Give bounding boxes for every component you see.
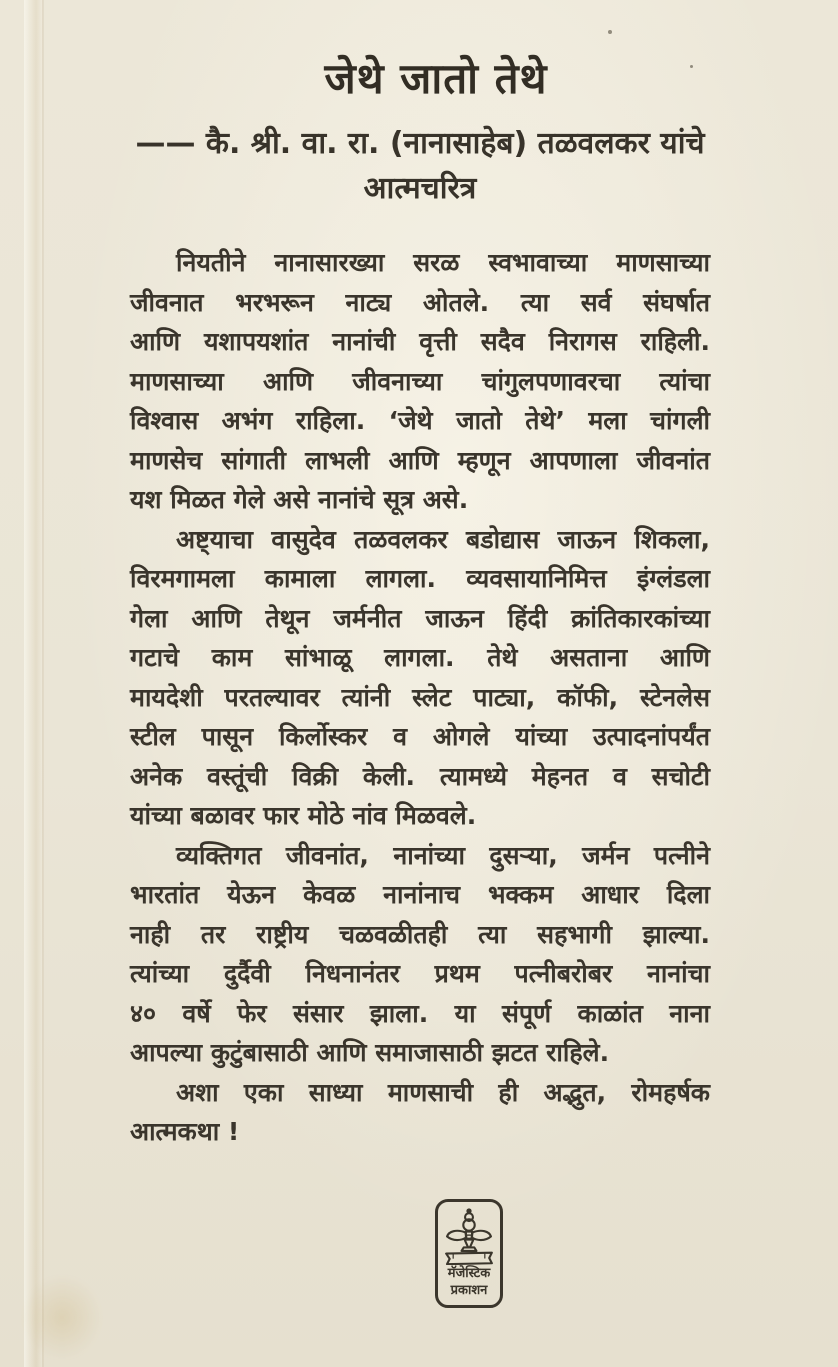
text-line: आत्मकथा ! xyxy=(130,1117,240,1146)
paragraph xyxy=(130,1073,710,1152)
text-line: भारतांत येऊन केवळ नानांनाच भक्कम आधार दिला xyxy=(130,880,710,909)
publisher-logo-majestic-prakashan xyxy=(435,1199,503,1308)
oil-lamp-icon xyxy=(442,1207,496,1265)
paper-speck xyxy=(608,30,612,34)
paragraph xyxy=(130,520,710,836)
text-line: विरमगामला कामाला लागला. व्यवसायानिमित्त इंग्लंडला xyxy=(130,564,710,593)
text-line: आणि यशापयशांत नानांची वृत्ती सदैव निरागस राहिली. xyxy=(130,327,710,356)
text-line: गेला आणि तेथून जर्मनीत जाऊन हिंदी क्रांतिकारकांच्या xyxy=(130,603,710,633)
paragraph xyxy=(130,243,710,520)
publisher-name-line2: प्रकाशन xyxy=(450,1282,488,1298)
text-line: अशा एका साध्या माणसाची ही अद्भुत, रोमहर्षक xyxy=(176,1077,710,1107)
text-line: स्टील पासून किर्लोस्कर व ओगले यांच्या उत्पादनांपर्यंत xyxy=(130,722,710,751)
text-line: यश मिळत गेले असे नानांचे सूत्र असे. xyxy=(130,485,469,514)
text-line: माणसाच्या आणि जीवनाच्या चांगुलपणावरचा त्यांचा xyxy=(130,366,710,396)
paper-stain xyxy=(22,1275,102,1360)
text-line: जीवनात भरभरून नाट्य ओतले. त्या सर्व संघर्षात xyxy=(130,287,710,317)
subtitle-autobiography: आत्मचरित्र xyxy=(363,171,477,206)
text-line: नाही तर राष्ट्रीय चळवळीतही त्या सहभागी झाल्या. xyxy=(130,919,710,949)
text-line: गटाचे काम सांभाळू लागला. तेथे असताना आणि xyxy=(130,643,710,672)
text-line: ४० वर्षे फेर संसार झाला. या संपूर्ण काळांत नाना xyxy=(130,998,710,1028)
paragraph xyxy=(130,836,710,1073)
text-line: अष्ट्याचा वासुदेव तळवलकर बडोद्यास जाऊन शिकला, xyxy=(176,524,710,554)
text-line: यांच्या बळावर फार मोठे नांव मिळवले. xyxy=(130,801,477,830)
text-line: अनेक वस्तूंची विक्री केली. त्यामध्ये मेहनत व सचोटी xyxy=(130,761,710,791)
text-line: त्यांच्या दुर्दैवी निधनानंतर प्रथम पत्नीबरोबर नानांचा xyxy=(130,959,710,988)
text-line: माणसेच सांगाती लाभली आणि म्हणून आपणाला जीवनांत xyxy=(130,445,710,475)
publisher-name-line1: मॅजेस्टिक xyxy=(447,1266,491,1281)
blurb-body xyxy=(130,243,710,1152)
paper-fold-line xyxy=(42,0,44,1367)
page-title: जेथे जातो तेथे xyxy=(324,54,548,103)
text-line: नियतीने नानासारख्या सरळ स्वभावाच्या माणसाच्या xyxy=(176,248,710,277)
text-line: विश्वास अभंग राहिला. ‘जेथे जातो तेथे’ मला चांगली xyxy=(130,406,710,435)
text-line: व्यक्तिगत जीवनांत, नानांच्या दुसऱ्या, जर्मन पत्नीने xyxy=(176,840,710,870)
author-byline: —— कै. श्री. वा. रा. (नानासाहेब) तळवलकर यांचे xyxy=(135,126,705,161)
text-line: मायदेशी परतल्यावर त्यांनी स्लेट पाट्या, कॉफी, स्टेनलेस xyxy=(130,682,710,712)
paper-fold-streak xyxy=(24,0,44,1367)
text-line: आपल्या कुटुंबासाठी आणि समाजासाठी झटत राहिले. xyxy=(130,1038,610,1067)
